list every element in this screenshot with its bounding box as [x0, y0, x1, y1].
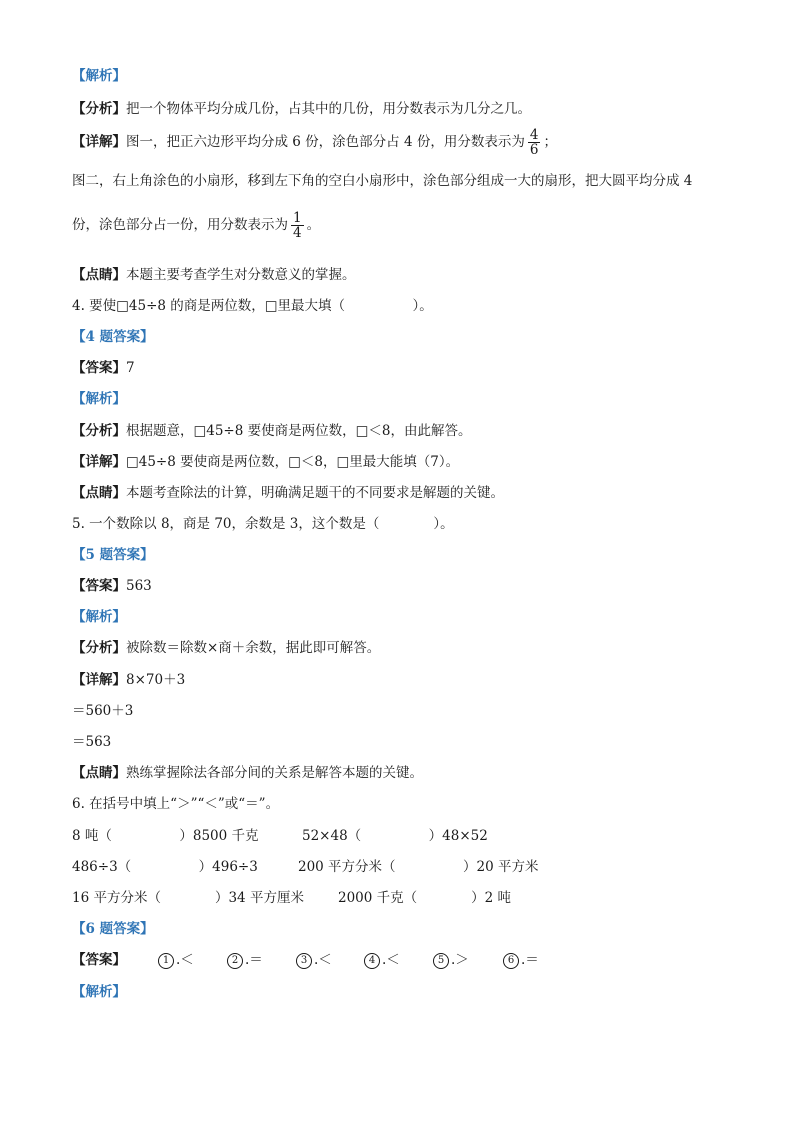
comparison-item-5: 16 平方分米（ ）34 平方厘米 — [72, 890, 304, 906]
answer-6-item-5 — [433, 951, 469, 969]
answer-value: 7 — [126, 360, 135, 376]
question-4: 4. 要使□45÷8 的商是两位数，□里最大填（ ）。 — [72, 298, 433, 314]
xiangjie-5-step3: ＝563 — [72, 734, 112, 750]
answer-symbol: .＜ — [382, 952, 400, 968]
section-jiexi-6: 【解析】 — [72, 984, 126, 1000]
fraction-numerator: 4 — [529, 127, 539, 143]
dianjing-5 — [72, 764, 423, 782]
xiangjie-text: 图一，把正六边形平均分成 6 份，涂色部分占 4 份，用分数表示为 — [126, 134, 525, 150]
circled-number: 4 — [364, 953, 380, 969]
fraction-denominator: 4 — [293, 225, 302, 241]
dianjing-3 — [72, 266, 356, 284]
comparison-item-3: 486÷3（ ）496÷3 — [72, 859, 258, 875]
xiangjie-end: 。 — [306, 217, 321, 233]
circled-number: 6 — [503, 953, 519, 969]
xiangjie-text: □45÷8 要使商是两位数，□＜8，□里最大能填（7）。 — [126, 454, 460, 470]
section-jiexi-4: 【解析】 — [72, 391, 126, 407]
answer-symbol: .＝ — [521, 952, 539, 968]
section-jiexi-3: 【解析】 — [72, 68, 126, 84]
answer-5 — [72, 577, 152, 595]
dianjing-4 — [72, 484, 504, 502]
section-jiexi-5: 【解析】 — [72, 609, 126, 625]
xiangjie-tag: 【详解】 — [72, 454, 126, 470]
fenxi-text: 根据题意，□45÷8 要使商是两位数，□＜8，由此解答。 — [126, 423, 472, 439]
comparison-item-2: 52×48（ ）48×52 — [302, 828, 488, 844]
dianjing-tag: 【点睛】 — [72, 485, 126, 501]
circled-number: 3 — [296, 953, 312, 969]
xiangjie-5-step2: ＝560＋3 — [72, 703, 134, 719]
answer-6-item-2 — [227, 951, 263, 969]
fenxi-3 — [72, 100, 531, 118]
answer-4 — [72, 359, 135, 377]
dianjing-text: 本题主要考查学生对分数意义的掌握。 — [126, 267, 356, 283]
fraction-denominator: 6 — [529, 142, 539, 158]
xiangjie-3-line1 — [72, 128, 557, 157]
xiangjie-3-line3 — [72, 211, 320, 240]
circled-number: 2 — [227, 953, 243, 969]
answer-6-item-3 — [296, 951, 332, 969]
fraction-1-4 — [291, 211, 304, 240]
xiangjie-tag: 【详解】 — [72, 134, 126, 150]
fenxi-tag: 【分析】 — [72, 423, 126, 439]
answer-symbol: .＞ — [451, 952, 469, 968]
xiangjie-text: 份，涂色部分占一份，用分数表示为 — [72, 217, 288, 233]
circled-number: 1 — [158, 953, 174, 969]
fenxi-text: 被除数＝除数×商＋余数，据此即可解答。 — [126, 640, 381, 656]
dianjing-tag: 【点睛】 — [72, 765, 126, 781]
circled-number: 5 — [433, 953, 449, 969]
xiangjie-tag: 【详解】 — [72, 672, 126, 688]
answer-heading-5: 【5 题答案】 — [72, 547, 154, 563]
question-5: 5. 一个数除以 8，商是 70，余数是 3，这个数是（ ）。 — [72, 516, 454, 532]
answer-symbol: .＜ — [176, 952, 194, 968]
dianjing-tag: 【点睛】 — [72, 267, 126, 283]
fenxi-text: 把一个物体平均分成几份，占其中的几份，用分数表示为几分之几。 — [126, 101, 531, 117]
question-6: 6. 在括号中填上“＞”“＜”或“＝”。 — [72, 796, 280, 812]
xiangjie-4 — [72, 453, 459, 471]
answer-6-item-4 — [364, 951, 400, 969]
fenxi-5 — [72, 639, 380, 657]
answer-tag-6: 【答案】 — [72, 952, 126, 968]
comparison-item-4: 200 平方分米（ ）20 平方米 — [298, 859, 539, 875]
answer-6-item-1 — [158, 951, 194, 969]
xiangjie-text: 8×70＋3 — [126, 672, 186, 688]
xiangjie-5 — [72, 671, 185, 689]
answer-heading-6: 【6 题答案】 — [72, 921, 154, 937]
fenxi-4 — [72, 422, 471, 440]
answer-tag: 【答案】 — [72, 578, 126, 594]
answer-value: 563 — [126, 578, 152, 594]
fenxi-tag: 【分析】 — [72, 101, 126, 117]
xiangjie-end: ； — [543, 134, 557, 150]
comparison-item-1: 8 吨（ ）8500 千克 — [72, 828, 259, 844]
answer-symbol: .＜ — [314, 952, 332, 968]
answer-tag: 【答案】 — [72, 360, 126, 376]
dianjing-text: 本题考查除法的计算，明确满足题干的不同要求是解题的关键。 — [126, 485, 504, 501]
answer-heading-4: 【4 题答案】 — [72, 329, 154, 345]
fenxi-tag: 【分析】 — [72, 640, 126, 656]
answer-symbol: .＝ — [245, 952, 263, 968]
answer-6-item-6 — [503, 951, 539, 969]
xiangjie-3-line2: 图二，右上角涂色的小扇形，移到左下角的空白小扇形中，涂色部分组成一大的扇形，把大圆平均分成 4 — [72, 173, 693, 189]
fraction-4-6 — [528, 128, 541, 157]
fraction-numerator: 1 — [293, 210, 302, 226]
dianjing-text: 熟练掌握除法各部分间的关系是解答本题的关键。 — [126, 765, 423, 781]
comparison-item-6: 2000 千克（ ）2 吨 — [338, 890, 512, 906]
